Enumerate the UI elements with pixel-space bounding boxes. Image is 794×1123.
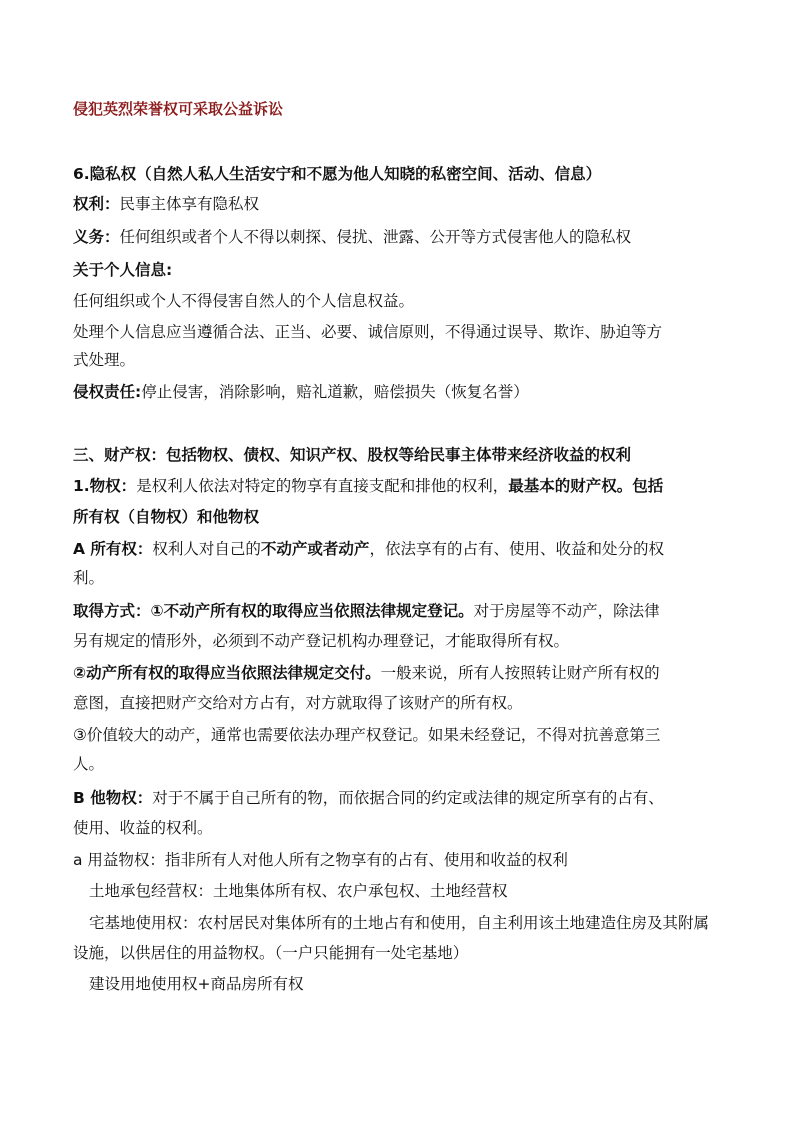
other-right-line2: 使用、收益的权利。 [73,819,213,837]
real-right-text: 是权利人依法对特定的物享有直接支配和排他的权利， [136,477,509,495]
personal-info-line1: 任何组织或个人不得侵害自然人的个人信息权益。 [73,292,415,310]
valuable-line1: ③价值较大的动产，通常也需要依法办理产权登记。如果未经登记，不得对抗善意第三 [73,726,661,744]
movable-line2: 意图，直接把财产交给对方占有，对方就取得了该财产的所有权。 [73,694,523,712]
ownership-text3: ，依法享有的占有、使用、收益和处分的权 [369,540,664,558]
privacy-duty-text: 任何组织或者个人不得以刺探、侵扰、泄露、公开等方式侵害他人的隐私权 [119,228,632,246]
ownership-line1 [73,538,664,560]
other-right-text1: 对于不属于自己所有的物，而依据合同的约定或法律的规定所享有的占有、 [152,789,664,807]
personal-info-line2a: 处理个人信息应当遵循合法、正当、必要、诚信原则，不得通过误导、欺诈、胁迫等方 [73,323,663,341]
ownership-label: A 所有权： [73,540,153,558]
privacy-duty-label: 义务： [73,228,120,246]
acquisition-label: 取得方式：①不动产所有权的取得应当依照法律规定登记。 [73,602,474,620]
other-right-line1 [73,787,664,809]
acquisition-line1 [73,600,660,622]
homestead-line2: 设施，以供居住的用益物权。（一户只能拥有一处宅基地） [73,944,469,962]
liability-line [73,381,529,403]
movable-text1: 一般来说，所有人按照转让财产所有权的 [380,664,660,682]
personal-info-heading: 关于个人信息: [73,261,173,279]
acquisition-text1: 对于房屋等不动产，除法律 [473,602,660,620]
real-right-line2: 所有权（自物权）和他物权 [73,508,260,526]
privacy-right-text: 民事主体享有隐私权 [119,195,260,213]
property-heading: 三、财产权：包括物权、债权、知识产权、股权等给民事主体带来经济收益的权利 [73,446,632,464]
movable-line1 [73,662,660,684]
privacy-heading: 6.隐私权（自然人私人生活安宁和不愿为他人知晓的私密空间、活动、信息） [73,165,602,183]
other-right-label: B 他物权： [73,789,153,807]
valuable-line2: 人。 [73,755,105,773]
movable-bold: ②动产所有权的取得应当依照法律规定交付。 [73,664,381,682]
privacy-right-label: 权利： [73,195,120,213]
liability-text: 停止侵害，消除影响，赔礼道歉，赔偿损失（恢复名誉） [141,383,529,401]
homestead-line1: 宅基地使用权：农村居民对集体所有的土地占有和使用，自主利用该土地建造住房及其附属 [89,914,710,932]
acquisition-line2: 另有规定的情形外，必须到不动产登记机构办理登记，才能取得所有权。 [73,632,570,650]
real-right-label: 1.物权： [73,477,137,495]
personal-info-line2b: 式处理。 [73,351,136,369]
ownership-text1: 权利人对自己的 [152,540,261,558]
construction-line: 建设用地使用权+商品房所有权 [89,975,304,993]
real-right-line1 [73,475,663,497]
liability-label: 侵权责任: [73,383,142,401]
ownership-bold: 不动产或者动产 [260,540,370,558]
real-right-bold: 最基本的财产权。包括 [508,477,664,495]
usufruct-line: a 用益物权：指非所有人对他人所有之物享有的占有、使用和收益的权利 [73,851,568,869]
ownership-line2: 利。 [73,569,105,587]
privacy-duty-line [73,226,631,248]
section-title: 侵犯英烈荣誉权可采取公益诉讼 [73,100,284,118]
privacy-right-line [73,193,259,215]
land-contract-line: 土地承包经营权：土地集体所有权、农户承包权、土地经营权 [89,882,508,900]
